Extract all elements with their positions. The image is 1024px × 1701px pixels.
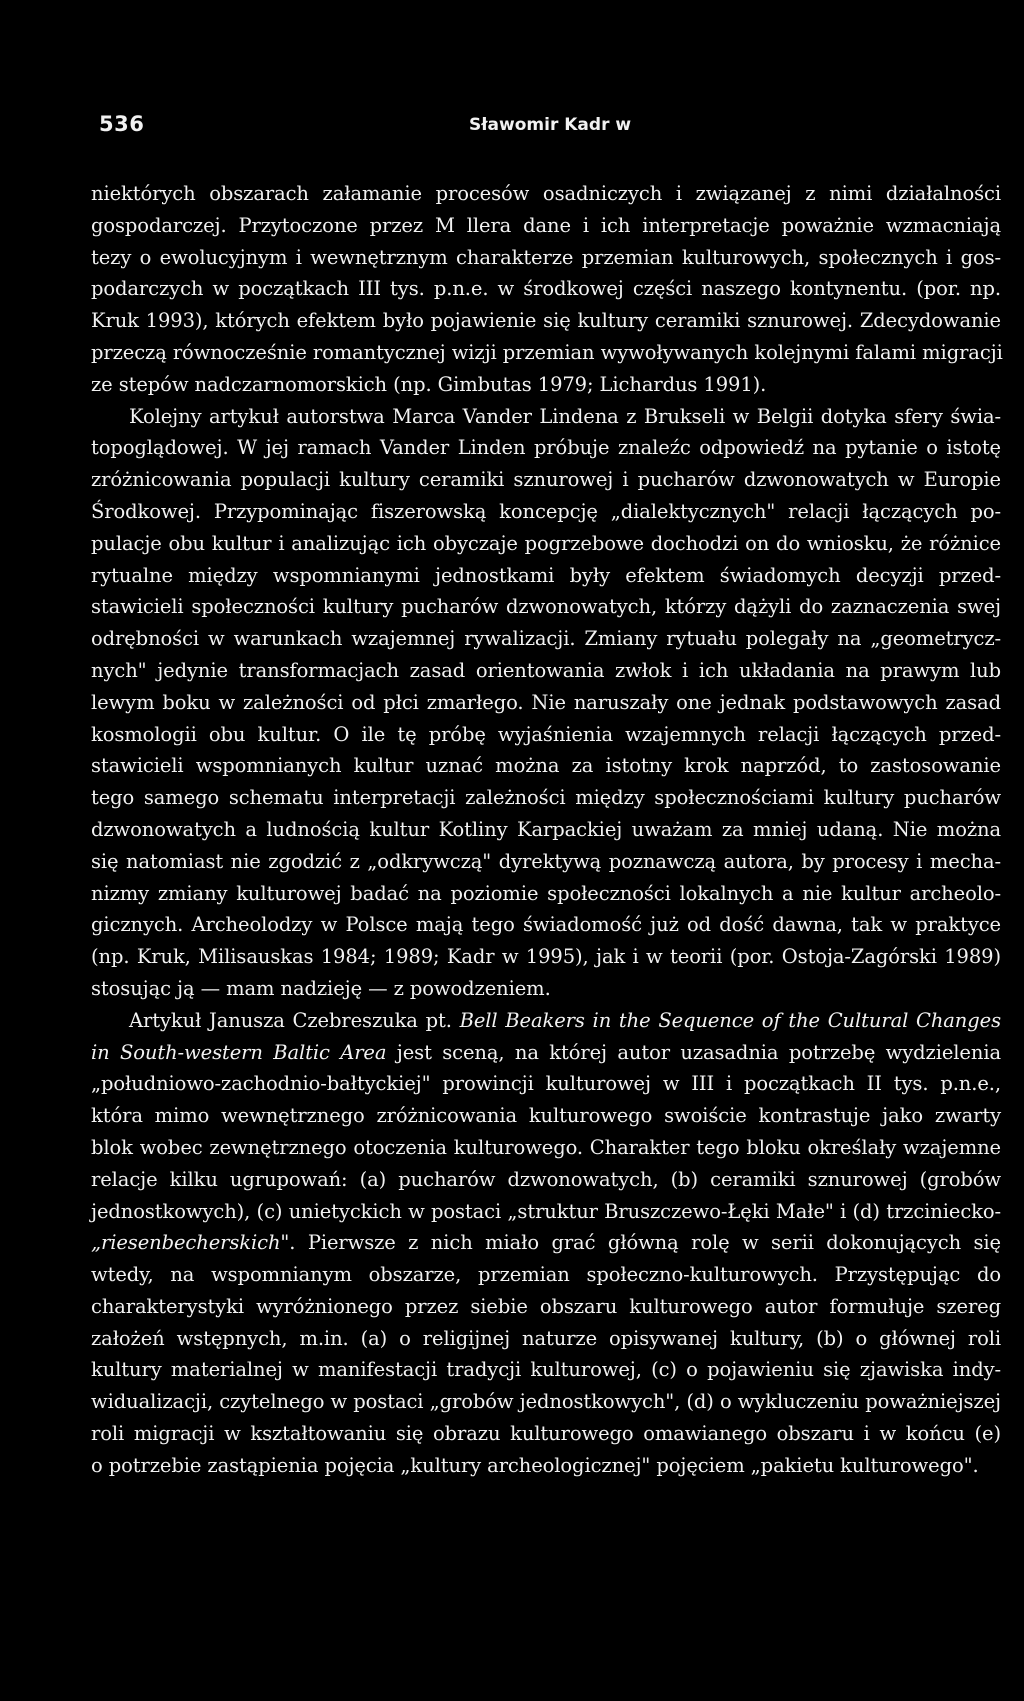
text-line: o potrzebie zastąpienia pojęcia „kultury archeologicznej" pojęciem „pakietu kulturowego".: [91, 1453, 979, 1477]
text-line: zróżnicowania populacji kultury ceramiki sznurowej i pucharów dzwonowatych w Europie: [91, 468, 1001, 492]
text-line: (np. Kruk, Milisauskas 1984; 1989; Kadr w 1995), jak i w teorii (por. Ostoja-Zagórski 1989): [91, 945, 1001, 969]
text-line: pulacje obu kultur i analizując ich obyczaje pogrzebowe dochodzi on do wniosku, że różnice: [91, 531, 1001, 555]
text-line: założeń wstępnych, m.in. (a) o religijnej naturze opisywanej kultury, (b) o głównej roli: [91, 1326, 1001, 1350]
text-line: relacje kilku ugrupowań: (a) pucharów dzwonowatych, (b) ceramiki sznurowej (grobów: [91, 1167, 1001, 1191]
text-line: nizmy zmiany kulturowej badać na poziomie społeczności lokalnych a nie kultur archeolo-: [91, 881, 1001, 905]
text-line: stawicieli wspomnianych kultur uznać można za istotny krok naprzód, to zastosowanie: [91, 754, 1001, 778]
running-head: Sławomir Kadr w: [469, 115, 632, 135]
page-header: [99, 112, 929, 142]
text-line: Środkowej. Przypominając fiszerowską koncepcję „dialektycznych" relacji łączących po-: [91, 499, 1001, 523]
text-line: podarczych w początkach III tys. p.n.e. w środkowej części naszego kontynentu. (por. np.: [91, 277, 1001, 301]
text-line: stawicieli społeczności kultury pucharów dzwonowatych, którzy dążyli do zaznaczenia swej: [91, 595, 1001, 619]
text-line: kultury materialnej w manifestacji tradycji kulturowej, (c) o pojawieniu się zjawiska indy-: [91, 1358, 1001, 1382]
page-number: 536: [99, 112, 145, 136]
text-line: dzwonowatych a ludnością kultur Kotliny Karpackiej uważam za mniej udaną. Nie można: [91, 817, 1001, 841]
text-line: lewym boku w zależności od płci zmarłego. Nie naruszały one jednak podstawowych zasad: [91, 690, 1001, 714]
text-run: jest sceną, na której autor uzasadnia potrzebę wydzielenia: [386, 1040, 1001, 1064]
term-italic: „riesenbecherskich": [91, 1231, 290, 1255]
text-line: rytualne między wspomnianymi jednostkami były efektem świadomych decyzji przed-: [91, 563, 1001, 587]
text-line: „południowo-zachodnio-bałtyckiej" prowincji kulturowej w III i początkach II tys. p.n.e.,: [91, 1072, 1001, 1096]
text-line: kosmologii obu kultur. O ile tę próbę wyjaśnienia wzajemnych relacji łączących przed-: [91, 722, 1001, 746]
article-title-italic: Bell Beakers in the Sequence of the Cultural Changes: [459, 1008, 1001, 1032]
text-line: ze stepów nadczarnomorskich (np. Gimbutas 1979; Lichardus 1991).: [91, 372, 767, 396]
text-line: Kolejny artykuł autorstwa Marca Vander Lindena z Brukseli w Belgii dotyka sfery świa-: [129, 404, 1001, 428]
text-line: roli migracji w kształtowaniu się obrazu kulturowego omawianego obszaru i w końcu (e): [91, 1422, 1001, 1446]
text-line: jednostkowych), (c) unietyckich w postaci „struktur Bruszczewo-Łęki Małe" i (d) trzciniecko-: [91, 1199, 1001, 1223]
text-line: gicznych. Archeolodzy w Polsce mają tego świadomość już od dość dawna, tak w praktyce: [91, 913, 1001, 937]
text-line: się natomiast nie zgodzić z „odkrywczą" dyrektywą poznawczą autora, by procesy i mecha-: [91, 849, 1001, 873]
text-line: blok wobec zewnętrznego otoczenia kulturowego. Charakter tego bloku określały wzajemne: [91, 1135, 1001, 1159]
body-text: [91, 178, 1001, 1482]
text-run: Artykuł Janusza Czebreszuka pt.: [129, 1008, 460, 1032]
text-line: która mimo wewnętrznego zróżnicowania kulturowego swoiście kontrastuje jako zwarty: [91, 1104, 1001, 1128]
text-line: przeczą równocześnie romantycznej wizji przemian wywoływanych kolejnymi falami migracji: [91, 340, 1003, 364]
text-line: topoglądowej. W jej ramach Vander Linden próbuje znaleźc odpowiedź na pytanie o istotę: [91, 436, 1001, 460]
text-line: gospodarczej. Przytoczone przez M llera dane i ich interpretacje poważnie wzmacniają: [91, 213, 1001, 237]
text-run: . Pierwsze z nich miało grać główną rolę w serii dokonujących się: [289, 1231, 1001, 1255]
text-line: widualizacji, czytelnego w postaci „grobów jednostkowych", (d) o wykluczeniu poważniejszej: [91, 1390, 1001, 1414]
text-line: Kruk 1993), których efektem było pojawienie się kultury ceramiki sznurowej. Zdecydowanie: [91, 309, 1001, 333]
text-line: tezy o ewolucyjnym i wewnętrznym charakterze przemian kulturowych, społecznych i gos-: [91, 245, 1001, 269]
article-title-italic: in South-western Baltic Area: [91, 1040, 387, 1064]
text-line: wtedy, na wspomnianym obszarze, przemian społeczno-kulturowych. Przystępując do: [91, 1263, 1001, 1287]
text-line: stosując ją — mam nadzieję — z powodzeniem.: [91, 976, 551, 1000]
text-line: odrębności w warunkach wzajemnej rywalizacji. Zmiany rytuału polegały na „geometrycz-: [91, 627, 1001, 651]
text-line: tego samego schematu interpretacji zależności między społecznościami kultury pucharów: [91, 786, 1001, 810]
text-line: nych" jedynie transformacjach zasad orientowania zwłok i ich układania na prawym lub: [91, 658, 1001, 682]
text-line: niektórych obszarach załamanie procesów osadniczych i związanej z nimi działalności: [91, 182, 1001, 205]
text-line: [91, 1037, 1001, 1069]
text-line: [91, 1005, 1001, 1037]
text-line: [91, 1227, 1001, 1259]
text-line: charakterystyki wyróżnionego przez siebie obszaru kulturowego autor formułuje szereg: [91, 1294, 1001, 1318]
